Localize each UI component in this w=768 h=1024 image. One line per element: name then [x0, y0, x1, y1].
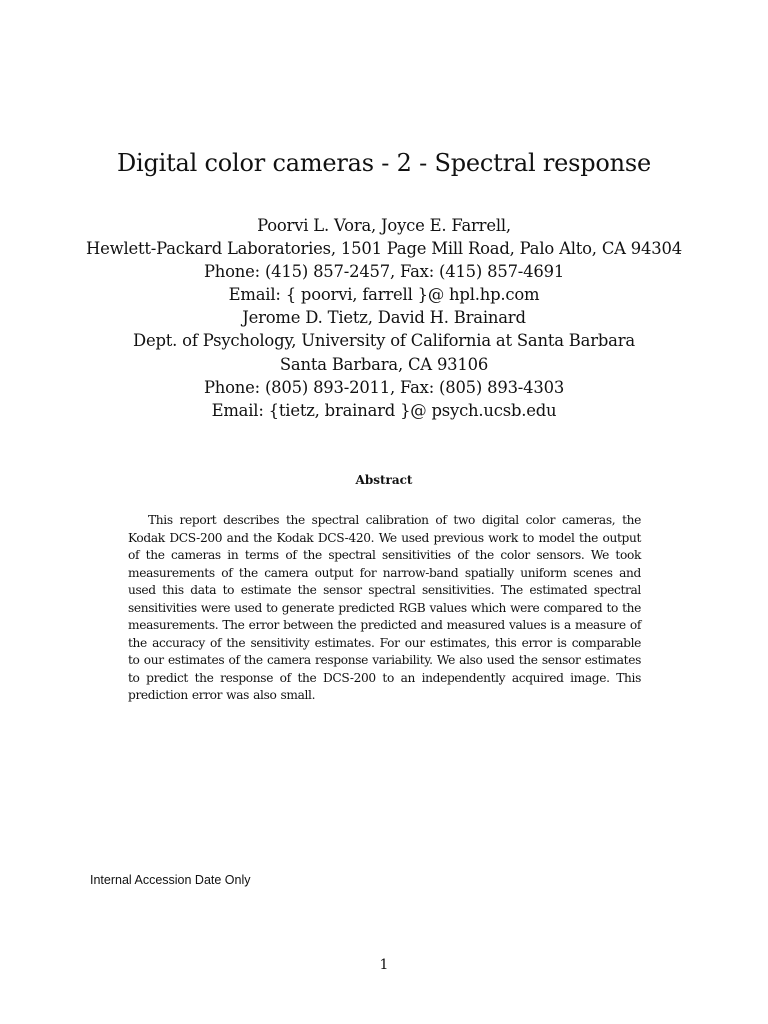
author-block	[0, 214, 768, 422]
author-line-names-hp: Poorvi L. Vora, Joyce E. Farrell,	[257, 216, 511, 235]
author-line-email-hp: Email: { poorvi, farrell }@ hpl.hp.com	[228, 285, 540, 305]
author-line-phone-hp: Phone: (415) 857-2457, Fax: (415) 857-4691	[203, 262, 565, 282]
author-line-city-ucsb: Santa Barbara, CA 93106	[279, 354, 489, 374]
author-line-affiliation-hp: Hewlett-Packard Laboratories, 1501 Page Mill Road, Palo Alto, CA 94304	[86, 239, 682, 259]
abstract-text: This report describes the spectral calibration of two digital color cameras, the Kodak DCS-200 and the Kodak DCS-420. We used previous work to model the output of the cameras in terms of the spectral sensitivities of the color sensors. We took measurements of the camera output for narrow-band spatially uniform scenes and used this data to estimate the sensor spectral sensitivities. The estimated spectral sensitivities were used to generate predicted RGB values which were compared to the measurements. The error between the predicted and measured values is a measure of the accuracy of the sensitivity estimates. For our estimates, this error is comparable to our estimates of the camera response variability. We also used the sensor estimates to predict the response of the DCS-200 to an independently acquired image. This prediction error was also small.	[128, 513, 641, 702]
abstract-heading: Abstract	[355, 473, 413, 487]
paper-title: Digital color cameras - 2 - Spectral response	[116, 149, 652, 177]
page-number: 1	[379, 957, 389, 973]
author-line-email-ucsb: Email: {tietz, brainard }@ psych.ucsb.edu	[211, 400, 557, 420]
author-line-phone-ucsb: Phone: (805) 893-2011, Fax: (805) 893-4303	[203, 377, 565, 397]
accession-note: Internal Accession Date Only	[90, 873, 251, 887]
author-line-department-ucsb: Dept. of Psychology, University of California at Santa Barbara	[133, 331, 635, 351]
author-line-names-ucsb: Jerome D. Tietz, David H. Brainard	[242, 308, 526, 328]
